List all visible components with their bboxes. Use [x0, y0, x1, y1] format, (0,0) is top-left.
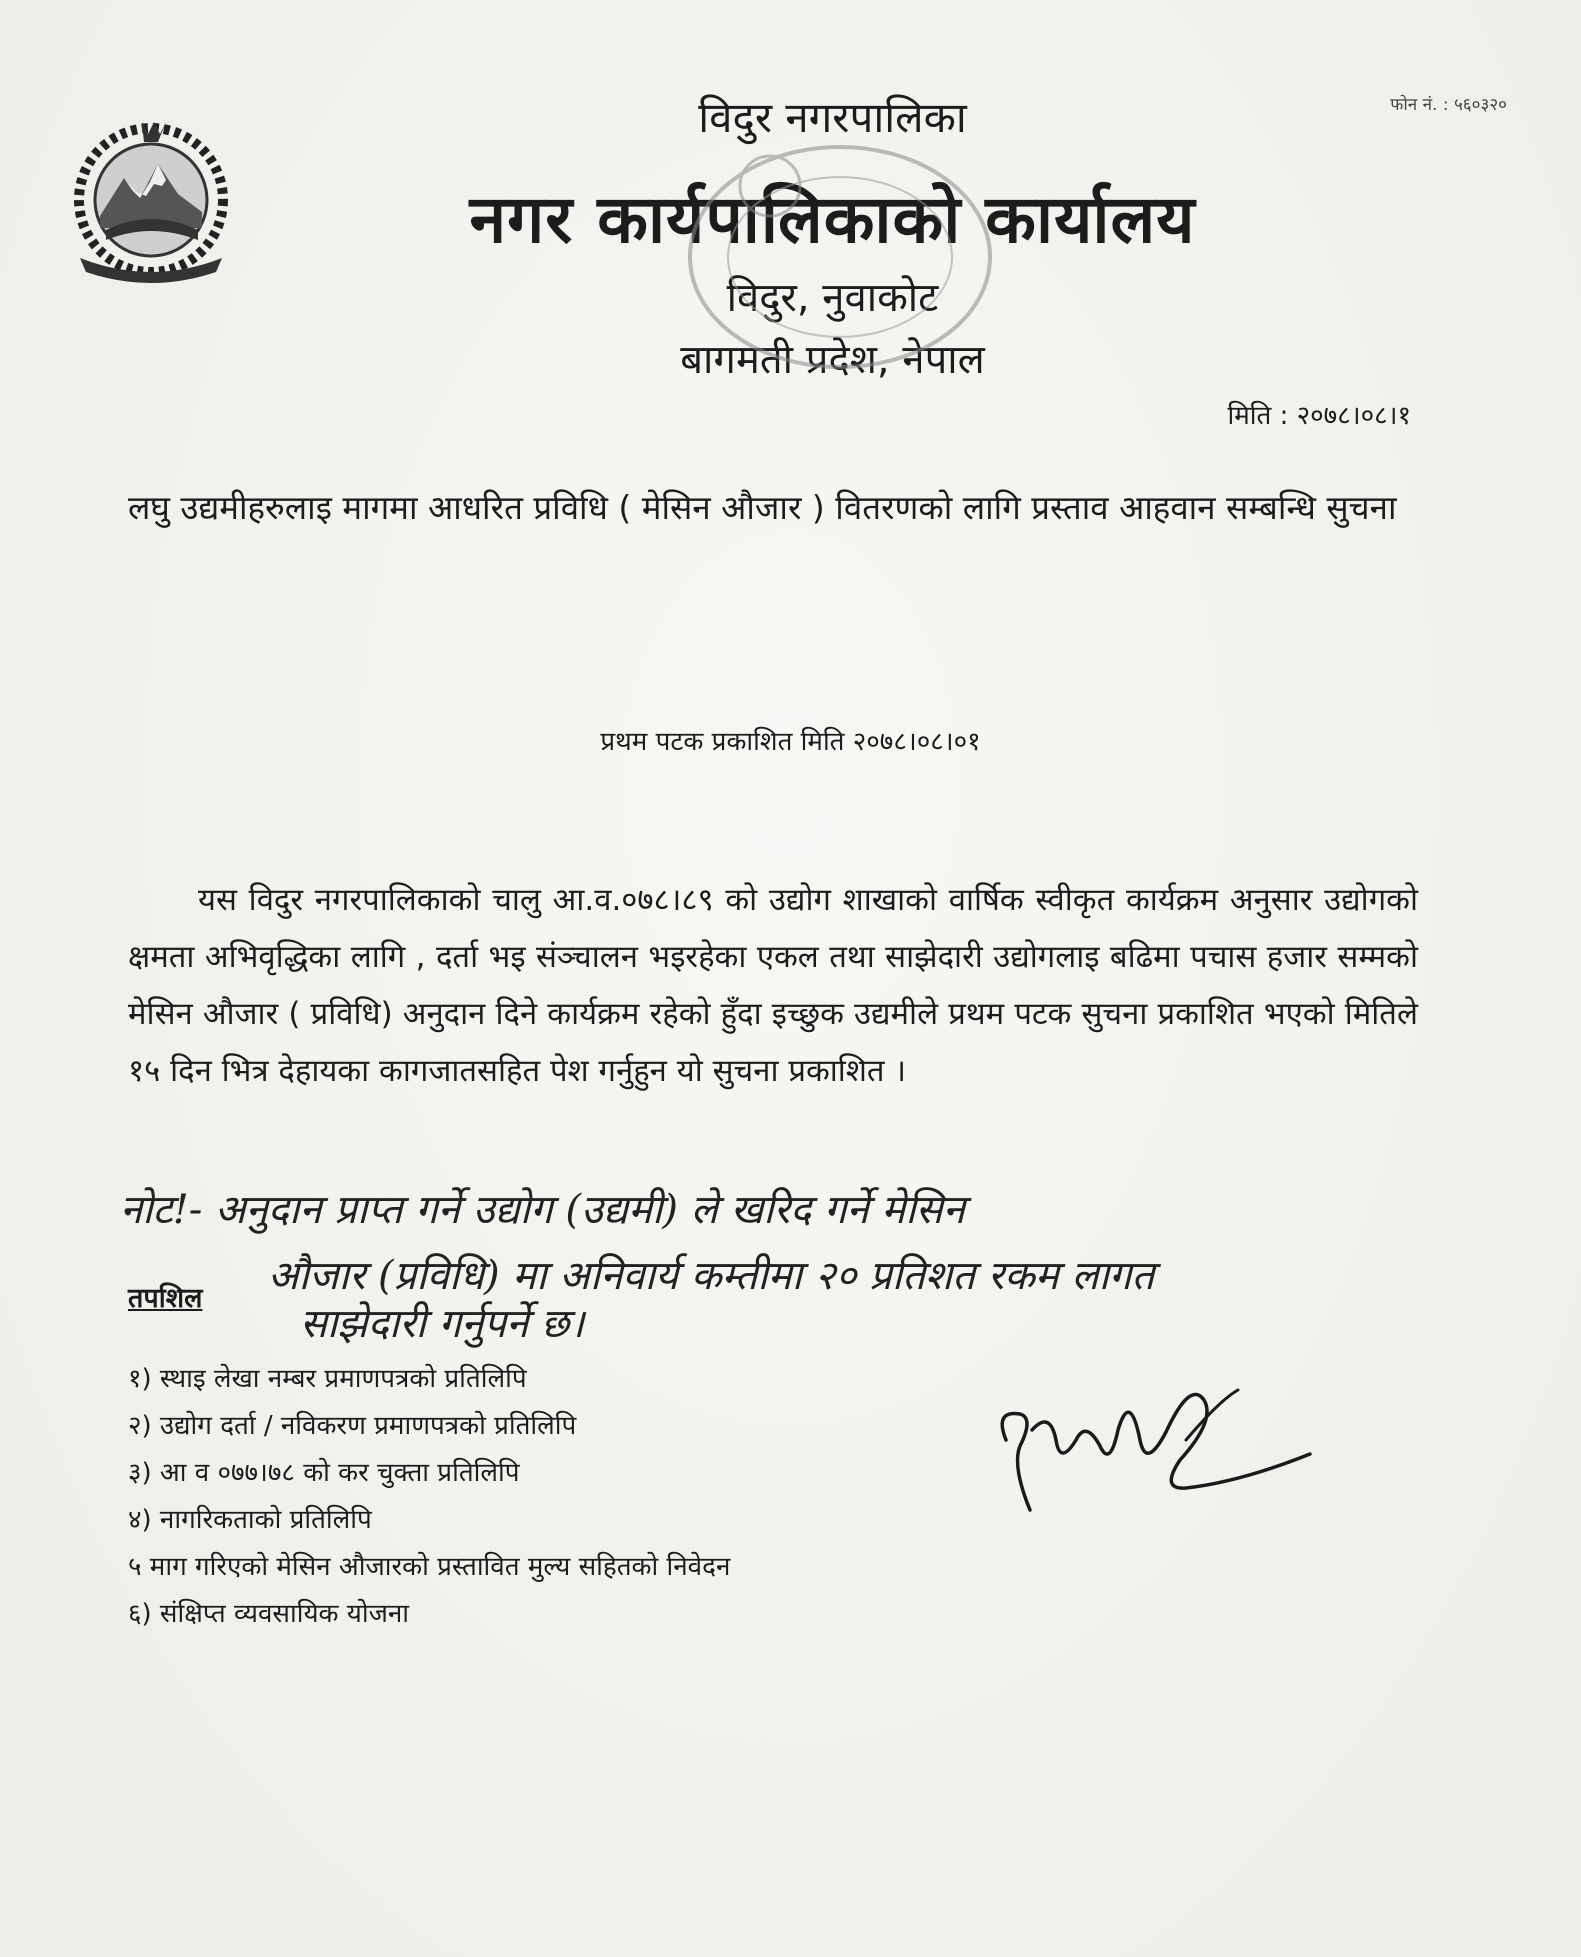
office-address: विदुर, नुवाकोट — [726, 275, 939, 321]
requirement-item: ३) आ व ०७७।७८ को कर चुक्ता प्रतिलिपि — [128, 1458, 520, 1488]
requirements-list — [128, 1356, 730, 1638]
notice-subject: लघु उद्यमीहरुलाइ मागमा आधरित प्रविधि ( मेसिन औजार ) वितरणको लागि प्रस्ताव आहवान सम्बन्धि सुचना — [128, 488, 1397, 527]
province-line: बागमती प्रदेश, नेपाल — [680, 337, 985, 383]
office-title: नगर कार्यपालिकाको कार्यालय — [469, 181, 1196, 258]
phone-number: फोन नं. : ५६०३२० — [1390, 95, 1507, 115]
first-published-date: प्रथम पटक प्रकाशित मिति २०७८।०८।०१ — [600, 727, 981, 757]
handwritten-note-line: साझेदारी गर्नुपर्ने छ। — [300, 1301, 585, 1347]
municipality-name: विदुर नगरपालिका — [698, 93, 967, 142]
notice-date: मिति : २०७८।०८।१ — [1227, 401, 1411, 431]
handwritten-note-line: औजार (प्रविधि) मा अनिवार्य कम्तीमा २० प्रतिशत रकम लागत — [268, 1253, 1155, 1299]
requirement-item: ५ माग गरिएको मेसिन औजारको प्रस्तावित मुल्य सहितको निवेदन — [128, 1552, 731, 1582]
handwritten-note-line: नोट!- अनुदान प्राप्त गर्ने उद्योग (उद्यमी) ले खरिद गर्ने मेसिन — [120, 1187, 965, 1233]
requirement-item: १) स्थाइ लेखा नम्बर प्रमाणपत्रको प्रतिलिपि — [128, 1364, 527, 1394]
requirements-heading: तपशिल — [128, 1283, 203, 1314]
requirement-item: २) उद्योग दर्ता / नविकरण प्रमाणपत्रको प्रतिलिपि — [128, 1411, 577, 1441]
notice-body: यस विदुर नगरपालिकाको चालु आ.व.०७८।८९ को उद्योग शाखाको वार्षिक स्वीकृत कार्यक्रम अनुसार उद्योगको क्षमता अभिवृद्धिका लागि , दर्ता भइ संञ्चालन भइरहेका एकल तथा साझेदारी उद्योगलाइ बढिमा पचास हजार सम्मको मेसिन औजार ( प्रविधि) अनुदान दिने कार्यक्रम रहेको हुँदा इच्छुक उद्यमीले प्रथम पटक सुचना प्रकाशित भएको मितिले १५ दिन भित्र देहायका कागजातसहित पेश गर्नुहुन यो सुचना प्रकाशित । — [128, 882, 1418, 1089]
office-seal-stamp — [650, 122, 1030, 392]
signature-mark — [990, 1370, 1320, 1610]
requirement-item: ६) संक्षिप्त व्यवसायिक योजना — [128, 1599, 410, 1629]
requirement-item: ४) नागरिकताको प्रतिलिपि — [128, 1505, 372, 1535]
